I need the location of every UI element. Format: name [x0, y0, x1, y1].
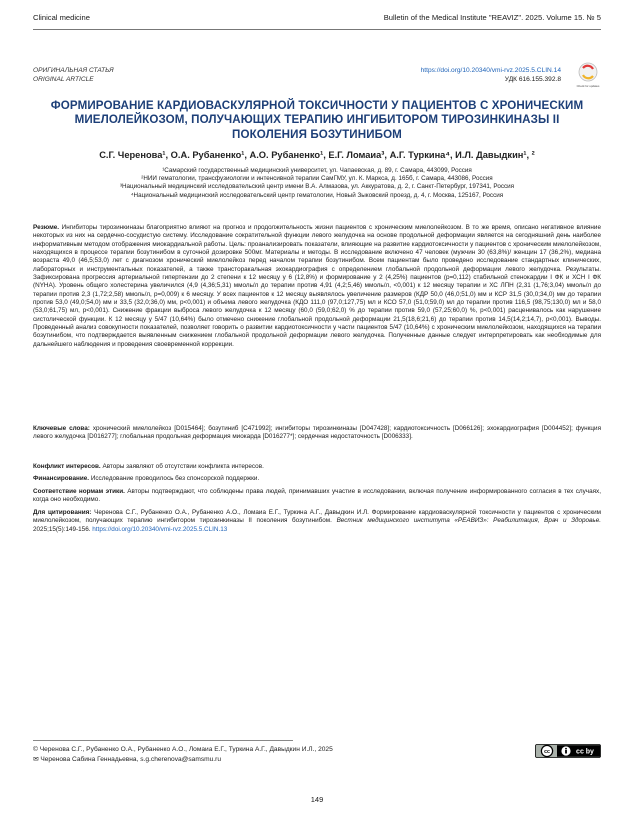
conflict-text: Авторы заявляют об отсутствии конфликта интересов. [102, 463, 264, 470]
article-title: ФОРМИРОВАНИЕ КАРДИОВАСКУЛЯРНОЙ ТОКСИЧНОСТИ У ПАЦИЕНТОВ С ХРОНИЧЕСКИМ МИЕЛОЛЕЙКОЗОМ, ПОЛУЧАЮЩИХ ТЕРАПИЮ ИНГИБИТОРОМ ТИРОЗИНКИНАЗЫ II ПОКОЛЕНИЯ БОЗУТИНИБОМ [50, 99, 584, 141]
footer-divider [33, 740, 293, 741]
keywords-label: Ключевые слова: [33, 425, 90, 432]
funding [33, 475, 601, 483]
citation-year: 2025;15(5):149-156. [33, 525, 91, 533]
abstract-label: Резюме. [33, 224, 60, 231]
citation-journal: Вестник медицинского института «РЕАВИЗ»: Реабилитация, Врач и Здоровье. [336, 517, 602, 525]
affiliation-item: ¹Самарский государственный медицинский университет, ул. Чапаевская, д. 89, г. Самара, 443099, Россия [162, 167, 472, 174]
ethics [33, 488, 601, 505]
citation [33, 509, 601, 534]
footer [33, 745, 333, 764]
affiliation-item: ⁴Национальный медицинский исследовательский центр гематологии, Новый Зыковский проезд, д. 4, г. Москва, 125167, Россия [130, 191, 504, 199]
funding-text: Исследование проводилось без спонсорской поддержки. [90, 475, 260, 482]
abstract [33, 224, 601, 349]
license-label: cc by [576, 748, 594, 756]
abstract-text: Ингибиторы тирозинкиназы благоприятно влияют на прогноз и продолжительность жизни пациентов с хроническим миелолейкозом. В то же время, описано негативное влияние некоторых из них на сердечно-сосудистую систему. Исследование сократительной функции левого желудочка на основе продольной деформации является на сегодняшний день наиболее информативным методом отображения миокардиальной работы. Цель: проанализировать показатели, влияющие на развитие кардиотоксичности у пациентов с хроническим миелолейкозом, находящихся в процессе терапии бозутинибом в суточной дозировке 500мг. Материалы и методы. В исследование включено 47 человек (мужчин 30 (63,8%)/ женщин 17 (36,2%), медиана возраста 49,0 (46,5;53,0) лет с диагнозом хронический миелолейкоз перед началом терапии бозутинибом. Всем пациентам было проведено исследование стандартных клинических, лабораторных и инструментальных показателей, а также трансторакальная эхокардиография с определением глобальной продольной деформации левого желудочка. Результаты. Зафиксирована прогрессия артериальной гипертензии до 2 степени к 12 месяцу у 6 (12,8%) и формирование у 2 (4,25%) пациентов (p=0,112) стабильной стенокардии I ФК и ХСН I ФК (NYHA). Уровень общего холестерина увеличился (4,9 (4,36;5,31) ммоль/л до терапии против 4,91 (4,2;5,46) ммоль/л, <0,001) к 12 месяцу терапии и ХС ЛПН (2,31 (1,76;3,04) ммоль/л до терапии против 2,3 (1,72;2,58) ммоль/л, p=0,009) к 6 месяцу. У всех пациентов к 12 месяцу выявлялось увеличение размеров (КДР 50,0 (46,0;51,0) мм и КСР 31,5 (30,0;34,0) мм до терапии против 53,0 (49,0;54,0) мм и 33,5 (32,0;36,0) мм, p<0,001) и объема левого желудочка (КДО 111,0 (97,0;127,75) мл и КСО 57,0 (51,0;59,0) мл до терапии против 116,5 (98,75;130,0) мл и 58,0 (53,0;61,75) мл, p<0,001). Снижение фракции выброса левого желудочка к 12 месяцу (60,0 (59,0;62,0) % до терапии против 59,0 (57,25;60,0) %, p<0,001) расценивалось как нарушение систолической функции. К 12 месяцу у 5/47 (10,64%) было отмечено снижение глобальной продольной деформации 21,5(18,6;21,6) до терапии против 14,5(14,2;14,7), p<0,001). Выводы. Проведенный анализ совокупности показателей, позволяет говорить о развитии кардиотоксичности у части пациентов 5/47 (10,64%) с хроническим миелолейкозом, находящихся на терапии бозутинибом, что подтверждается выявленным снижением глобальной продольной деформации левого желудочка. Полученные данные следует интерпретировать как необходимые для дальнейшего наблюдения и проведения своевременной коррекции. [33, 224, 602, 348]
svg-text:cc: cc [544, 749, 550, 755]
badge-label: Check for updates [576, 84, 600, 88]
article-type-ru: ОРИГИНАЛЬНАЯ СТАТЬЯ [33, 67, 114, 74]
author-list: С.Г. Черенова¹, О.А. Рубаненко¹, А.О. Рубаненко¹, Е.Г. Ломаиа³, А.Г. Туркина⁴, И.Л. Давыдкин¹, ² [99, 150, 535, 160]
conflict-label: Конфликт интересов. [33, 463, 101, 470]
ethics-text: Авторы подтверждают, что соблюдены права людей, принимавших участие в исследовании, включая получение информированного согласия в тех случаях, когда оно необходимо. [33, 488, 601, 504]
citation-label: Для цитирования: [33, 509, 92, 516]
affiliation-item: ²НИИ гематологии, трансфузиологии и интенсивной терапии СамГМУ, ул. К. Маркса, д. 165б, г. Самара, 443086, Россия [141, 175, 493, 183]
keywords-text: хронический миелолейкоз [D015464]; бозутиниб [C471992]; ингибиторы тирозинкиназы [D047428]; кардиотоксичность [D066126]; эхокардиография [D004452]; функция левого желудочка [D016277]; глобальная продольная деформация миокарда [D016277*]; сердечная недостаточность [D006333]. [33, 425, 602, 441]
conflict-of-interest [33, 463, 601, 471]
keywords [33, 425, 601, 442]
header-section: Clinical medicine [33, 12, 90, 22]
ethics-label: Соответствие нормам этики. [33, 488, 125, 495]
funding-label: Финансирование. [33, 475, 90, 482]
page-number: 149 [310, 795, 324, 804]
cc-by-license-icon[interactable] [535, 744, 601, 758]
check-for-updates-icon[interactable] [575, 62, 601, 92]
article-type-en: ORIGINAL ARTICLE [33, 76, 94, 83]
contact-email[interactable]: ✉ Черенова Сабина Геннадьевна, s.g.cherenova@samsmu.ru [33, 755, 221, 763]
running-header [33, 10, 601, 24]
citation-doi-link[interactable]: https://doi.org/10.20340/vmi-rvz.2025.5.CLIN.13 [92, 525, 228, 533]
header-divider [33, 29, 601, 30]
article-meta [33, 66, 601, 94]
copyright: © Черенова С.Г., Рубаненко О.А., Рубаненко А.О., Ломаиа Е.Г., Туркина А.Г., Давыдкин И.Л., 2025 [33, 746, 333, 753]
header-journal: Bulletin of the Medical Institute "REAVIZ". 2025. Volume 15. № 5 [383, 12, 601, 22]
affiliations [40, 167, 594, 200]
udc-code: УДК 616.155.392.8 [504, 76, 561, 83]
affiliation-item: ³Национальный медицинский исследовательский центр имени В.А. Алмазова, ул. Аккуратова, д. 2, г. Санкт-Петербург, 197341, Россия [119, 183, 515, 191]
citation-text: Черенова С.Г., Рубаненко О.А., Рубаненко А.О., Ломаиа Е.Г., Туркина А.Г., Давыдкин И.Л. Формирование кардиоваскулярной токсичности у пациентов с хроническим миелолейкозом, получающих терапию ингибитором тирозинкиназы II поколения бозутинибом. [33, 509, 601, 525]
doi-link[interactable]: https://doi.org/10.20340/vmi-rvz.2025.5.CLIN.14 [420, 67, 561, 74]
